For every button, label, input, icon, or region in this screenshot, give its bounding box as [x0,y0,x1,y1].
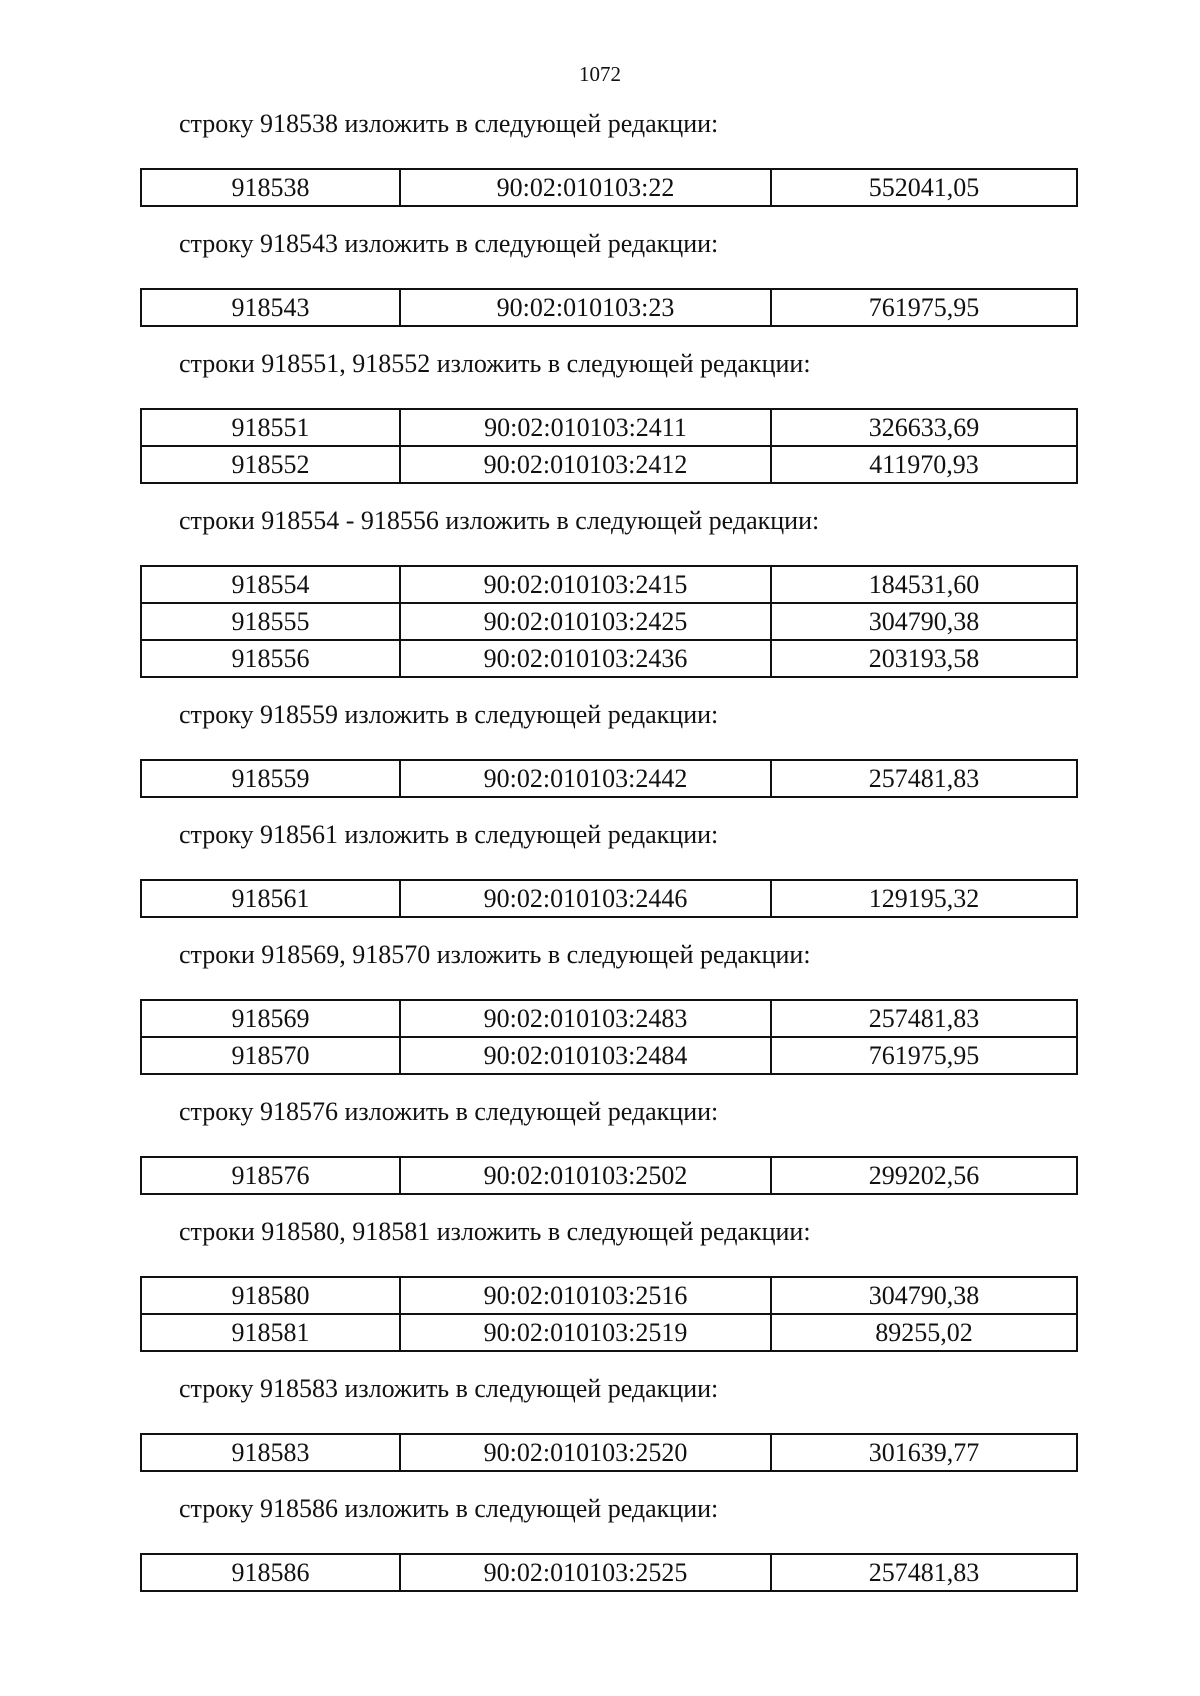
instruction-text: строку 918586 изложить в следующей редакции: [179,1494,719,1523]
value-cell: 304790,38 [771,1277,1077,1314]
table-row [141,1314,1077,1351]
instruction-text: строки 918580, 918581 изложить в следующей редакции: [179,1217,811,1246]
row-number-cell: 918580 [141,1277,400,1314]
value-cell: 411970,93 [771,446,1077,483]
amendment-table [140,1276,1078,1352]
instruction-text: строку 918583 изложить в следующей редакции: [179,1374,719,1403]
table-row [141,880,1077,917]
page-number: 1072 [579,62,621,86]
instruction-text: строку 918576 изложить в следующей редакции: [179,1097,719,1126]
value-cell: 299202,56 [771,1157,1077,1194]
table-row [141,289,1077,326]
value-cell: 257481,83 [771,1000,1077,1037]
amendment-section [0,344,1200,484]
cadastral-number-cell: 90:02:010103:2520 [400,1434,771,1471]
amendment-section [0,1092,1200,1195]
amendment-table [140,408,1078,484]
amendment-section [0,224,1200,327]
table-row [141,760,1077,797]
amendment-section [0,1369,1200,1472]
row-number-cell: 918555 [141,603,400,640]
row-number-cell: 918576 [141,1157,400,1194]
value-cell: 552041,05 [771,169,1077,206]
amendment-table [140,1433,1078,1472]
instruction-text: строку 918561 изложить в следующей редакции: [179,820,719,849]
amendment-table [140,565,1078,678]
table-row [141,1554,1077,1591]
cadastral-number-cell: 90:02:010103:23 [400,289,771,326]
cadastral-number-cell: 90:02:010103:2411 [400,409,771,446]
value-cell: 257481,83 [771,760,1077,797]
row-number-cell: 918538 [141,169,400,206]
amendment-section [0,695,1200,798]
table-row [141,566,1077,603]
instruction-text: строки 918569, 918570 изложить в следующей редакции: [179,940,811,969]
table-row [141,446,1077,483]
row-number-cell: 918581 [141,1314,400,1351]
table-row [141,1157,1077,1194]
row-number-cell: 918561 [141,880,400,917]
amendment-section [0,815,1200,918]
cadastral-number-cell: 90:02:010103:2502 [400,1157,771,1194]
amendment-table [140,879,1078,918]
value-cell: 761975,95 [771,289,1077,326]
cadastral-number-cell: 90:02:010103:2425 [400,603,771,640]
table-row [141,640,1077,677]
instruction-text: строки 918551, 918552 изложить в следующей редакции: [179,349,811,378]
amendment-table [140,999,1078,1075]
value-cell: 304790,38 [771,603,1077,640]
table-row [141,1000,1077,1037]
table-row [141,1434,1077,1471]
table-row [141,409,1077,446]
instruction-text: строку 918543 изложить в следующей редакции: [179,229,719,258]
amendment-table [140,1156,1078,1195]
cadastral-number-cell: 90:02:010103:2415 [400,566,771,603]
cadastral-number-cell: 90:02:010103:2446 [400,880,771,917]
amendment-table [140,168,1078,207]
row-number-cell: 918569 [141,1000,400,1037]
amendment-section [0,935,1200,1075]
amendment-section [0,104,1200,207]
row-number-cell: 918543 [141,289,400,326]
amendment-section [0,1489,1200,1592]
cadastral-number-cell: 90:02:010103:2516 [400,1277,771,1314]
value-cell: 326633,69 [771,409,1077,446]
amendment-section [0,1212,1200,1352]
amendment-table [140,759,1078,798]
row-number-cell: 918570 [141,1037,400,1074]
table-row [141,1037,1077,1074]
amendment-table [140,1553,1078,1592]
cadastral-number-cell: 90:02:010103:2519 [400,1314,771,1351]
row-number-cell: 918583 [141,1434,400,1471]
value-cell: 89255,02 [771,1314,1077,1351]
table-row [141,603,1077,640]
row-number-cell: 918559 [141,760,400,797]
table-row [141,169,1077,206]
cadastral-number-cell: 90:02:010103:2436 [400,640,771,677]
value-cell: 301639,77 [771,1434,1077,1471]
cadastral-number-cell: 90:02:010103:2484 [400,1037,771,1074]
instruction-text: строку 918538 изложить в следующей редакции: [179,109,719,138]
instruction-text: строки 918554 - 918556 изложить в следующей редакции: [179,506,820,535]
value-cell: 257481,83 [771,1554,1077,1591]
table-row [141,1277,1077,1314]
cadastral-number-cell: 90:02:010103:22 [400,169,771,206]
amendment-list [0,104,1200,1609]
cadastral-number-cell: 90:02:010103:2483 [400,1000,771,1037]
value-cell: 761975,95 [771,1037,1077,1074]
row-number-cell: 918552 [141,446,400,483]
cadastral-number-cell: 90:02:010103:2412 [400,446,771,483]
row-number-cell: 918551 [141,409,400,446]
row-number-cell: 918554 [141,566,400,603]
cadastral-number-cell: 90:02:010103:2525 [400,1554,771,1591]
amendment-table [140,288,1078,327]
value-cell: 129195,32 [771,880,1077,917]
value-cell: 184531,60 [771,566,1077,603]
value-cell: 203193,58 [771,640,1077,677]
amendment-section [0,501,1200,678]
row-number-cell: 918556 [141,640,400,677]
row-number-cell: 918586 [141,1554,400,1591]
instruction-text: строку 918559 изложить в следующей редакции: [179,700,719,729]
cadastral-number-cell: 90:02:010103:2442 [400,760,771,797]
